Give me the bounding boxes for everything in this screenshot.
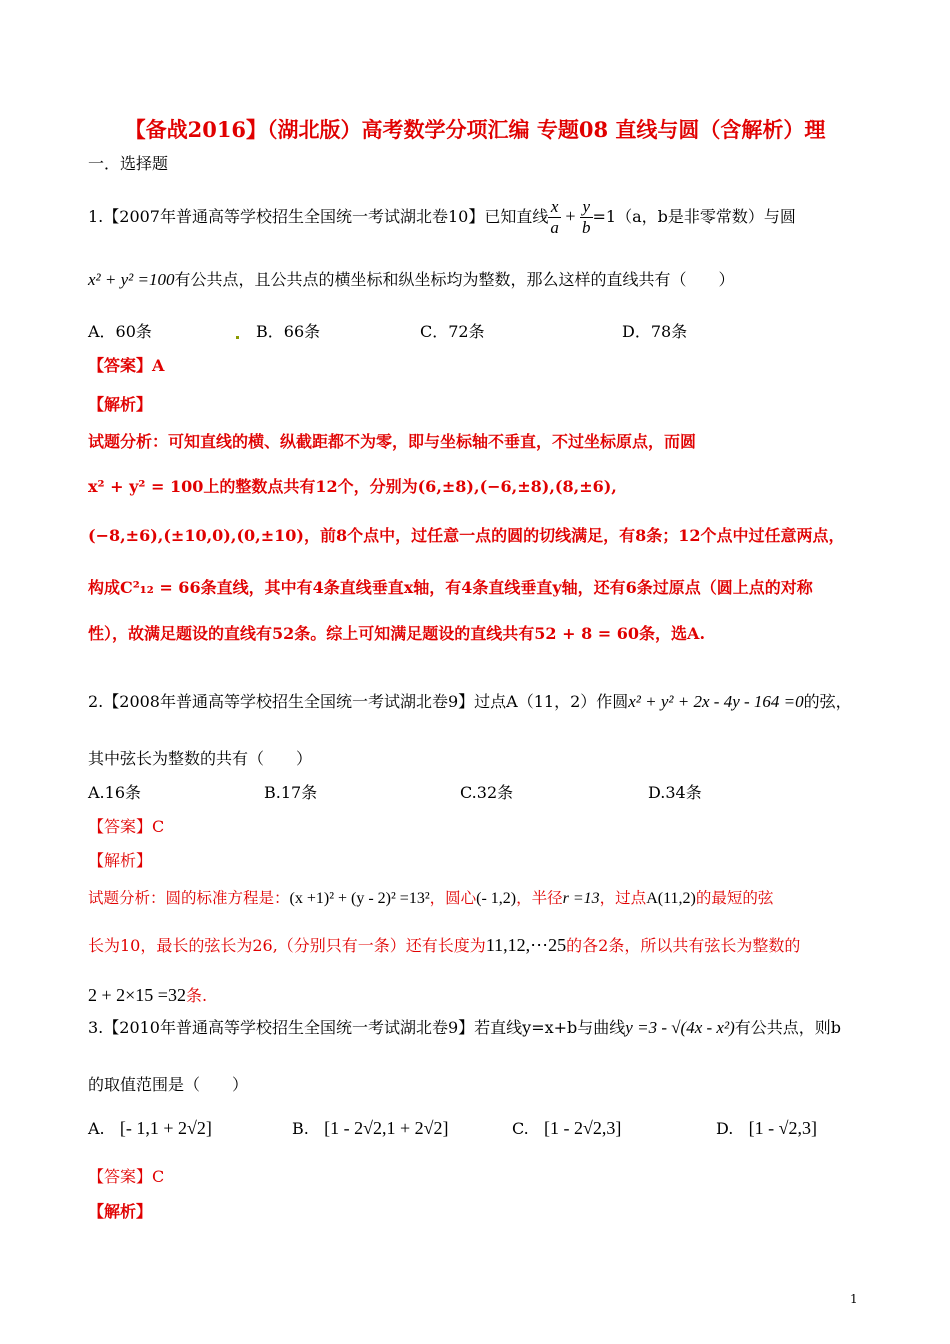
- q3-option-b: B. [1 - 2√2,1 + 2√2]: [292, 1118, 449, 1138]
- q1-stem-a: 1.【2007年普通高等学校招生全国统一考试湖北卷10】已知直线: [88, 207, 549, 226]
- q2-radius: r =13: [562, 890, 600, 907]
- q1-stem-c: 有公共点，且公共点的横坐标和纵坐标均为整数，那么这样的直线共有（ ）: [174, 270, 735, 289]
- q2-stem-line-2: 其中弦长为整数的共有（ ）: [88, 749, 313, 768]
- q2-circle-equation: x² + y² + 2x - 4y - 164 =0: [628, 692, 804, 711]
- q3-stem-b: 有公共点，则b: [734, 1018, 841, 1037]
- q2-center: (- 1,2): [476, 890, 517, 907]
- q2-stem-line-1: [88, 690, 852, 714]
- q3-analysis-label: 【解析】: [88, 1202, 153, 1221]
- q3-answer: 【答案】C: [88, 1167, 165, 1186]
- section-heading: 一．选择题: [88, 154, 169, 173]
- q1-analysis-line-2: x² + y² = 100上的整数点共有12个，分别为(6,±8),(−6,±8),(8,±6),: [88, 477, 617, 496]
- q1-option-d: D．78条: [622, 322, 688, 341]
- q1-circle-equation: x² + y² =100: [88, 270, 175, 289]
- q3-stem-line-2: 的取值范围是（ ）: [88, 1075, 249, 1094]
- q3-option-c: C. [1 - 2√2,3]: [512, 1118, 622, 1138]
- q1-option-c: C．72条: [420, 322, 485, 341]
- q1-stem-line-1: 1.【2007年普通高等学校招生全国统一考试湖北卷10】已知直线 $\frac{x}{a}$ + $\frac{y}{b}$ =1（a，b是非零常数）与圆: [88, 197, 796, 237]
- q2-analysis-line-2: 长为10，最长的弦长为26,（分别只有一条）还有长度为11,12,⋯25的各2条，所以共有弦长为整数的: [88, 935, 801, 955]
- q2-standard-equation: (x +1)² + (y - 2)² =13²: [289, 890, 430, 907]
- document-title: 【备战2016】（湖北版）高考数学分项汇编 专题08 直线与圆（含解析）理: [124, 117, 826, 142]
- q3-option-a: A. [- 1,1 + 2√2]: [88, 1118, 212, 1138]
- q3-stem-a: 3.【2010年普通高等学校招生全国统一考试湖北卷9】若直线y=x+b与曲线: [88, 1018, 626, 1037]
- q2-analysis-line-1: 试题分析：圆的标准方程是：(x +1)² + (y - 2)² =13²，圆心(- 1,2)，半径r =13，过点A(11,2)的最短的弦: [88, 889, 774, 907]
- q2-analysis-line-3: 2 + 2×15 =32条.: [88, 985, 208, 1005]
- q2-answer: 【答案】C: [88, 817, 165, 836]
- q3-stem-line-1: [88, 1016, 841, 1040]
- q1-option-b: B．66条: [256, 322, 321, 341]
- q2-stem-b: 的弦，: [803, 692, 852, 711]
- q2-stem-a: 2.【2008年普通高等学校招生全国统一考试湖北卷9】过点A（11，2）作圆: [88, 692, 629, 711]
- q1-answer: 【答案】A: [88, 356, 165, 375]
- q1-fraction-x-over-a: $\frac{x}{a}$: [550, 197, 559, 237]
- q1-analysis-line-1: 试题分析：可知直线的横、纵截距都不为零，即与坐标轴不垂直，不过坐标原点，而圆: [88, 432, 697, 451]
- q2-option-c: C.32条: [460, 783, 514, 802]
- q2-lengths-sequence: 11,12,⋯25: [485, 935, 567, 955]
- q2-option-b: B.17条: [264, 783, 318, 802]
- q1-fraction-y-over-b: $\frac{y}{b}$: [582, 197, 591, 237]
- page-number: 1: [850, 1292, 858, 1306]
- q2-option-d: D.34条: [648, 783, 702, 802]
- q1-stem-b: =1（a，b是非零常数）与圆: [592, 207, 796, 226]
- stray-dot-mark: [236, 336, 239, 339]
- q3-curve-equation: y =3 - √(4x - x²): [625, 1018, 735, 1037]
- q1-option-a: A．60条: [88, 322, 152, 341]
- q2-option-a: A.16条: [88, 783, 142, 802]
- q1-analysis-line-3: (−8,±6),(±10,0),(0,±10)，前8个点中，过任意一点的圆的切线满足，有8条；12个点中过任意两点，: [88, 526, 845, 545]
- q3-option-d: D. [1 - √2,3]: [716, 1118, 817, 1138]
- q2-total-expression: 2 + 2×15 =32: [88, 985, 186, 1005]
- q1-stem-line-2: [88, 268, 735, 292]
- q1-analysis-line-5: 性），故满足题设的直线有52条。综上可知满足题设的直线共有52 + 8 = 60条，选A.: [88, 624, 706, 643]
- q1-analysis-label: 【解析】: [88, 395, 153, 414]
- q2-point-a: A(11,2): [646, 890, 696, 907]
- q1-analysis-line-4: 构成C²₁₂ = 66条直线，其中有4条直线垂直x轴，有4条直线垂直y轴，还有6条过原点（圆上点的对称: [88, 578, 813, 597]
- q2-analysis-label: 【解析】: [88, 851, 153, 870]
